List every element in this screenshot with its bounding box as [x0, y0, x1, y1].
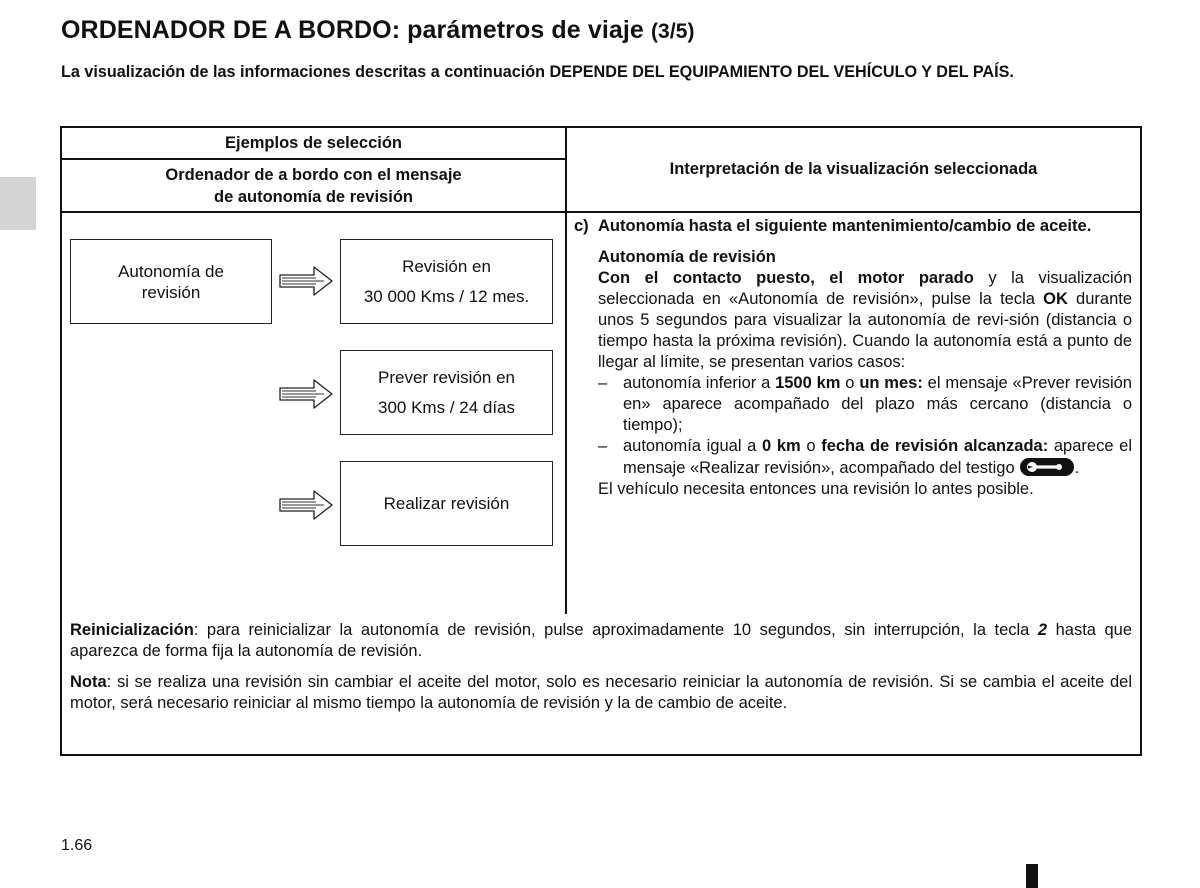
- text-run: el mensaje «Prever revisión en» aparece acompañado del plazo más cercano (distancia o tiempo);: [623, 374, 1132, 434]
- section-c-label: c): [574, 217, 589, 235]
- conclusion-text: El vehículo necesita entonces una revisión lo antes posible.: [598, 480, 1034, 498]
- bold-value: un mes:: [859, 374, 923, 392]
- column-header-interpretation: Interpretación de la visualización seleccionada: [567, 128, 1140, 213]
- list-item-text: [623, 373, 1132, 436]
- display-box-line-1: Autonomía de: [118, 261, 224, 281]
- text-run: hasta que aparezca de forma fija la autonomía de revisión.: [70, 621, 1133, 660]
- section-c-title: Autonomía hasta el siguiente mantenimiento/cambio de aceite.: [598, 217, 1092, 235]
- key-2: 2: [1037, 621, 1048, 639]
- display-box-line-2: 300 Kms / 24 días: [377, 398, 516, 417]
- display-box-do-service: [340, 461, 553, 546]
- text-run: durante unos 5 segundos para visualizar la autonomía de revi-sión (distancia o tiempo hasta la próxima revisión). Cuando la autonomía está a punto de llegar al límite, se presentan varios casos:: [598, 290, 1133, 371]
- column-header-line-1: Ordenador de a bordo con el mensaje: [165, 165, 462, 184]
- note-label: Nota: [70, 673, 107, 691]
- display-box-line-1: Realizar revisión: [383, 494, 510, 513]
- list-item: [598, 436, 1132, 479]
- reset-label: Reinicialización: [70, 621, 194, 639]
- list-item-text: [623, 436, 1132, 479]
- notes-section: [70, 620, 1132, 724]
- text-run: .: [1074, 459, 1080, 477]
- list-item: [598, 373, 1132, 436]
- text-run: autonomía inferior a: [623, 374, 776, 392]
- display-box-line-1: Prever revisión en: [377, 368, 515, 387]
- column-header-line-2: de autonomía de revisión: [214, 187, 413, 206]
- paragraph-procedure: [598, 268, 1132, 373]
- display-box-line-2: revisión: [141, 282, 201, 302]
- column-header-onboard-message: [62, 160, 567, 213]
- column-divider: [565, 213, 567, 614]
- subheading: Autonomía de revisión: [598, 248, 776, 266]
- display-box-line-2: 30 000 Kms / 12 mes.: [363, 287, 530, 306]
- ok-key: OK: [1043, 290, 1068, 308]
- text-run: aparece el mensaje «Realizar revisión», acompañado del testigo: [623, 437, 1132, 477]
- text-run: : para reinicializar la autonomía de revisión, pulse aproximadamente 10 segundos, sin interrupción, la tecla: [193, 621, 1038, 639]
- info-table: [60, 126, 1142, 756]
- page-title: [61, 16, 695, 45]
- list-bullet: –: [598, 437, 608, 455]
- text-run: y la visualización seleccionada en «Autonomía de revisión», pulse la tecla: [598, 269, 1133, 308]
- column-header-examples: Ejemplos de selección: [62, 128, 567, 160]
- text-run: : si se realiza una revisión sin cambiar el aceite del motor, solo es necesario reiniciar la autonomía de revisión. Si se cambia el aceite del motor, será necesario reiniciar al mismo tiempo la autonomía de revisión y la de cambio de aceite.: [70, 673, 1132, 712]
- page-number: 1.66: [61, 837, 93, 854]
- note-paragraph: [70, 672, 1132, 714]
- text-run: o: [800, 437, 822, 455]
- page-edge-mark: [1026, 864, 1038, 888]
- display-box-service-in: [340, 239, 553, 324]
- display-box-line-1: Revisión en: [402, 257, 491, 276]
- text-run: o: [840, 374, 860, 392]
- title-page-indicator: (3/5): [650, 20, 695, 43]
- bold-value: fecha de revisión alcanzada:: [821, 437, 1049, 455]
- list-bullet: –: [598, 374, 608, 392]
- section-c-body: [574, 247, 1132, 500]
- wrench-icon: [1019, 457, 1075, 477]
- arrow-right-icon: [278, 489, 334, 521]
- arrow-right-icon: [278, 378, 334, 410]
- text-run: autonomía igual a: [623, 437, 762, 455]
- bold-value: 0 km: [762, 437, 801, 455]
- reset-instructions: [70, 620, 1132, 662]
- arrow-right-icon: [278, 265, 334, 297]
- display-box-service-range: [70, 239, 272, 324]
- section-tab: [0, 177, 36, 230]
- bold-value: 1500 km: [775, 374, 841, 392]
- interpretation-text: [574, 216, 1132, 500]
- title-text: ORDENADOR DE A BORDO: parámetros de viaje: [61, 16, 644, 44]
- section-c-heading: [574, 216, 1132, 237]
- bold-condition: Con el contacto puesto, el motor parado: [598, 269, 974, 287]
- intro-text: La visualización de las informaciones descritas a continuación DEPENDE DEL EQUIPAMIENTO DEL VEHÍCULO Y DEL PAÍS.: [61, 63, 1014, 81]
- display-box-plan-service: [340, 350, 553, 435]
